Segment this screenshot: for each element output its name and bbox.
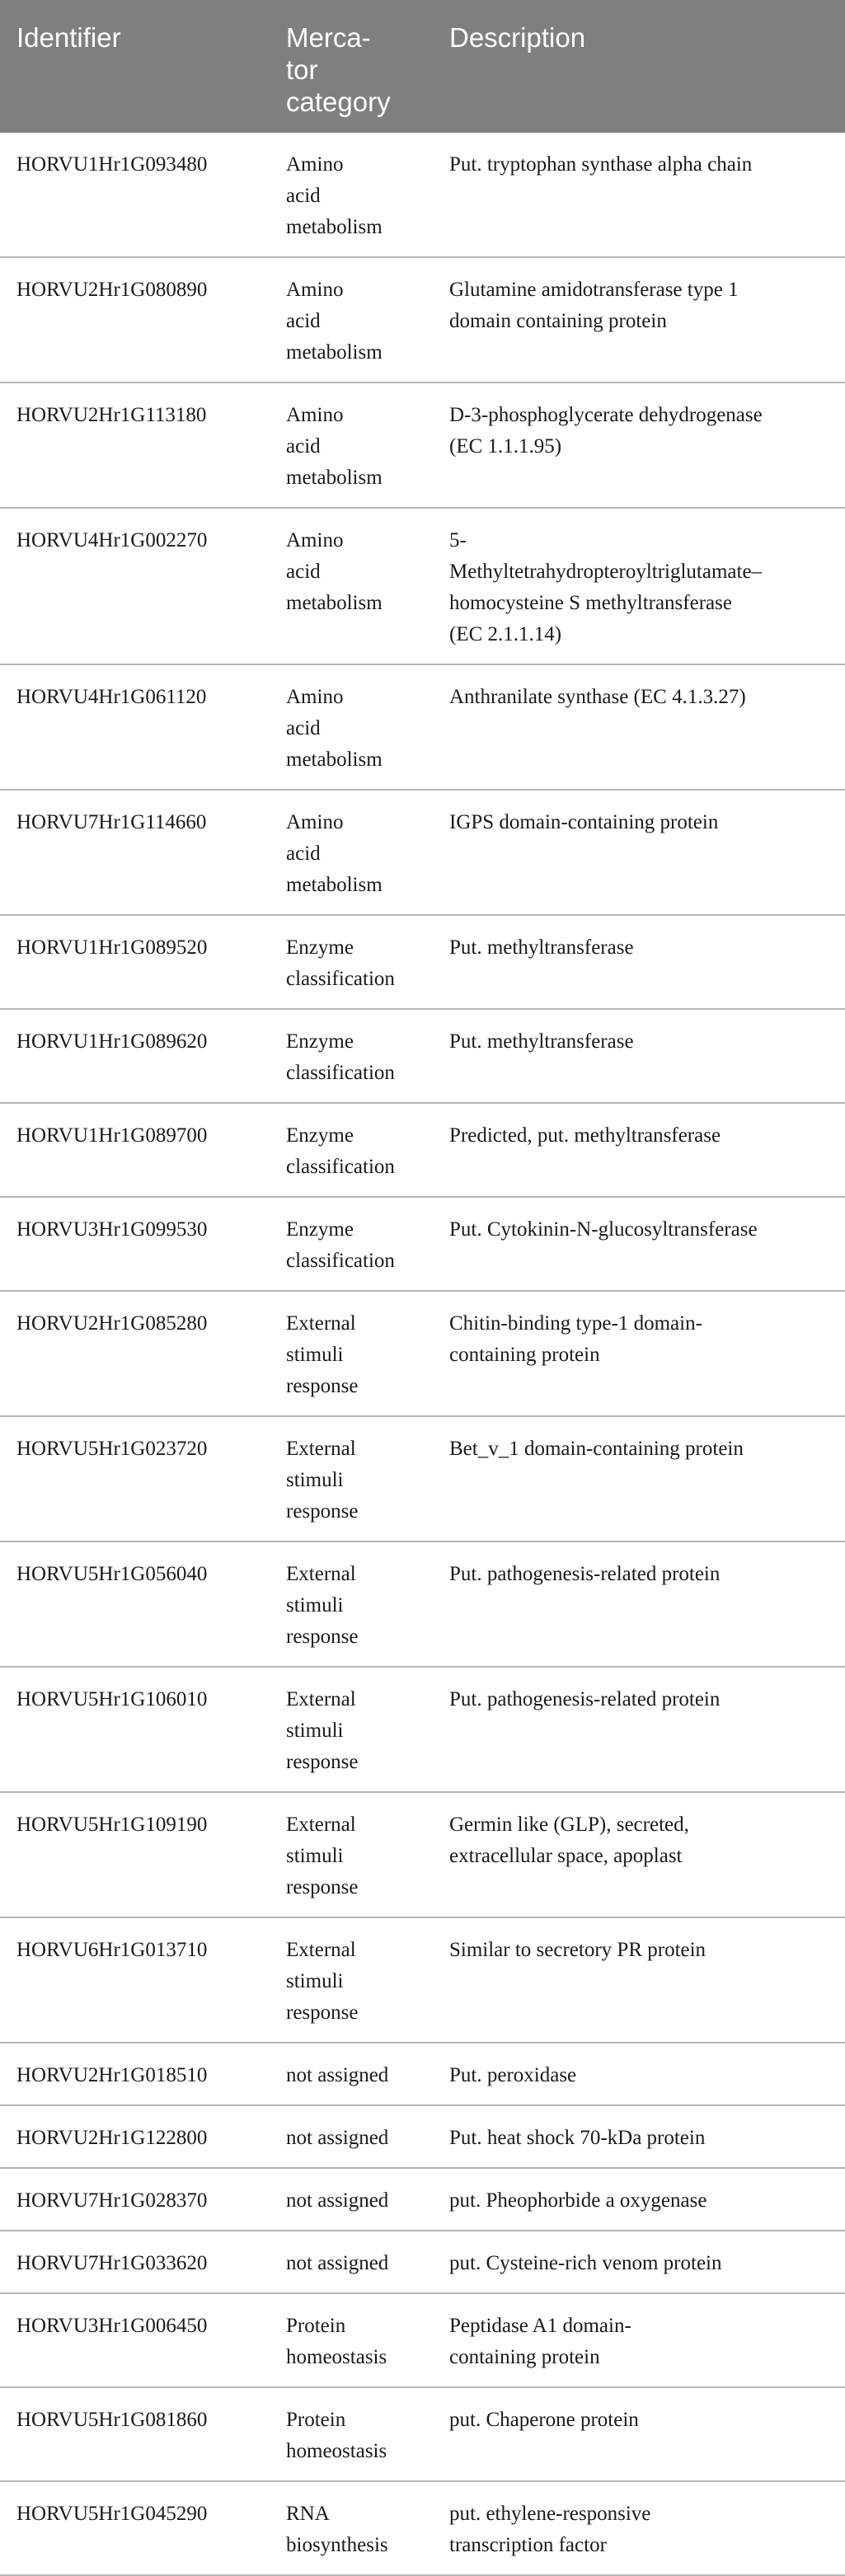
category-cell: Enzyme classification (270, 1103, 433, 1197)
description-cell: Put. peroxidase (433, 2043, 845, 2105)
category-cell: Amino acid metabolism (270, 382, 433, 508)
identifier-cell: HORVU1Hr1G089620 (0, 1009, 270, 1103)
category-cell: External stimuli response (270, 1291, 433, 1416)
identifier-cell: HORVU5Hr1G023720 (0, 1416, 270, 1541)
table-row (0, 2481, 845, 2575)
description-cell: Put. pathogenesis-related protein (433, 1541, 845, 1667)
table-row (0, 2231, 845, 2293)
header-mercator-category: Merca- tor category (270, 0, 433, 133)
identifier-cell: HORVU6Hr1G013710 (0, 1917, 270, 2043)
identifier-cell: HORVU4Hr1G061120 (0, 664, 270, 790)
table-row (0, 1917, 845, 2043)
description-cell: put. Cysteine-rich venom protein (433, 2231, 845, 2293)
table-row (0, 790, 845, 915)
description-cell: Put. methyltransferase (433, 1009, 845, 1103)
description-cell: Bet_v_1 domain-containing protein (433, 1416, 845, 1541)
header-row (0, 0, 845, 133)
description-cell: Peptidase A1 domain- containing protein (433, 2293, 845, 2387)
identifier-cell: HORVU1Hr1G093480 (0, 133, 270, 257)
category-cell: RNA biosynthesis (270, 2481, 433, 2575)
identifier-cell: HORVU5Hr1G106010 (0, 1667, 270, 1792)
table-row (0, 1291, 845, 1416)
identifier-cell: HORVU2Hr1G113180 (0, 382, 270, 508)
description-cell: Predicted, put. methyltransferase (433, 1103, 845, 1197)
table-row (0, 1792, 845, 1917)
table-row (0, 664, 845, 790)
identifier-cell: HORVU7Hr1G114660 (0, 790, 270, 915)
table-row (0, 2043, 845, 2105)
description-cell: Put. methyltransferase (433, 915, 845, 1009)
category-cell: not assigned (270, 2043, 433, 2105)
category-cell: Amino acid metabolism (270, 508, 433, 664)
description-cell: Chitin-binding type-1 domain- containing protein (433, 1291, 845, 1416)
description-cell: Put. Cytokinin-N-glucosyltransferase (433, 1197, 845, 1291)
category-cell: Protein homeostasis (270, 2387, 433, 2481)
table-row (0, 133, 845, 257)
identifier-cell: HORVU3Hr1G099530 (0, 1197, 270, 1291)
identifier-cell: HORVU2Hr1G122800 (0, 2105, 270, 2168)
table-row (0, 2168, 845, 2231)
identifier-cell: HORVU4Hr1G002270 (0, 508, 270, 664)
table-row (0, 1541, 845, 1667)
identifier-cell: HORVU7Hr1G033620 (0, 2231, 270, 2293)
category-cell: External stimuli response (270, 1541, 433, 1667)
table-row (0, 382, 845, 508)
identifier-cell: HORVU5Hr1G045290 (0, 2481, 270, 2575)
identifier-cell: HORVU7Hr1G028370 (0, 2168, 270, 2231)
table-header (0, 0, 845, 133)
category-cell: Amino acid metabolism (270, 790, 433, 915)
header-description: Description (433, 0, 845, 133)
identifier-cell: HORVU3Hr1G006450 (0, 2293, 270, 2387)
category-cell: Amino acid metabolism (270, 257, 433, 382)
category-cell: not assigned (270, 2231, 433, 2293)
table-row (0, 257, 845, 382)
identifier-cell: HORVU2Hr1G085280 (0, 1291, 270, 1416)
category-cell: Protein homeostasis (270, 2293, 433, 2387)
identifier-cell: HORVU1Hr1G089700 (0, 1103, 270, 1197)
table-row (0, 508, 845, 664)
category-cell: Amino acid metabolism (270, 664, 433, 790)
description-cell: put. Chaperone protein (433, 2387, 845, 2481)
table-row (0, 2293, 845, 2387)
table-row (0, 1103, 845, 1197)
category-cell: External stimuli response (270, 1792, 433, 1917)
description-cell: Similar to secretory PR protein (433, 1917, 845, 2043)
description-cell: Germin like (GLP), secreted, extracellular space, apoplast (433, 1792, 845, 1917)
table-row (0, 1009, 845, 1103)
description-cell: Put. tryptophan synthase alpha chain (433, 133, 845, 257)
category-cell: Enzyme classification (270, 1197, 433, 1291)
category-cell: Enzyme classification (270, 1009, 433, 1103)
description-cell: Put. heat shock 70-kDa protein (433, 2105, 845, 2168)
description-cell: Glutamine amidotransferase type 1 domain containing protein (433, 257, 845, 382)
description-cell: IGPS domain-containing protein (433, 790, 845, 915)
identifier-cell: HORVU5Hr1G056040 (0, 1541, 270, 1667)
category-cell: External stimuli response (270, 1667, 433, 1792)
category-cell: External stimuli response (270, 1416, 433, 1541)
identifier-cell: HORVU2Hr1G080890 (0, 257, 270, 382)
table-body (0, 133, 845, 2575)
category-cell: External stimuli response (270, 1917, 433, 2043)
table-row (0, 915, 845, 1009)
category-cell: not assigned (270, 2168, 433, 2231)
description-cell: D-3-phosphoglycerate dehydrogenase (EC 1.1.1.95) (433, 382, 845, 508)
category-cell: not assigned (270, 2105, 433, 2168)
category-cell: Amino acid metabolism (270, 133, 433, 257)
description-cell: Put. pathogenesis-related protein (433, 1667, 845, 1792)
category-cell: Enzyme classification (270, 915, 433, 1009)
description-cell: Anthranilate synthase (EC 4.1.3.27) (433, 664, 845, 790)
description-cell: put. Pheophorbide a oxygenase (433, 2168, 845, 2231)
table-row (0, 1416, 845, 1541)
table-row (0, 2387, 845, 2481)
header-identifier: Identifier (0, 0, 270, 133)
table-row (0, 2105, 845, 2168)
table-row (0, 1197, 845, 1291)
identifier-cell: HORVU5Hr1G109190 (0, 1792, 270, 1917)
table-row (0, 1667, 845, 1792)
description-cell: put. ethylene-responsive transcription factor (433, 2481, 845, 2575)
identifier-cell: HORVU1Hr1G089520 (0, 915, 270, 1009)
identifier-cell: HORVU2Hr1G018510 (0, 2043, 270, 2105)
description-cell: 5- Methyltetrahydropteroyltriglutamate– homocysteine S methyltransferase (EC 2.1.1.14) (433, 508, 845, 664)
identifier-cell: HORVU5Hr1G081860 (0, 2387, 270, 2481)
